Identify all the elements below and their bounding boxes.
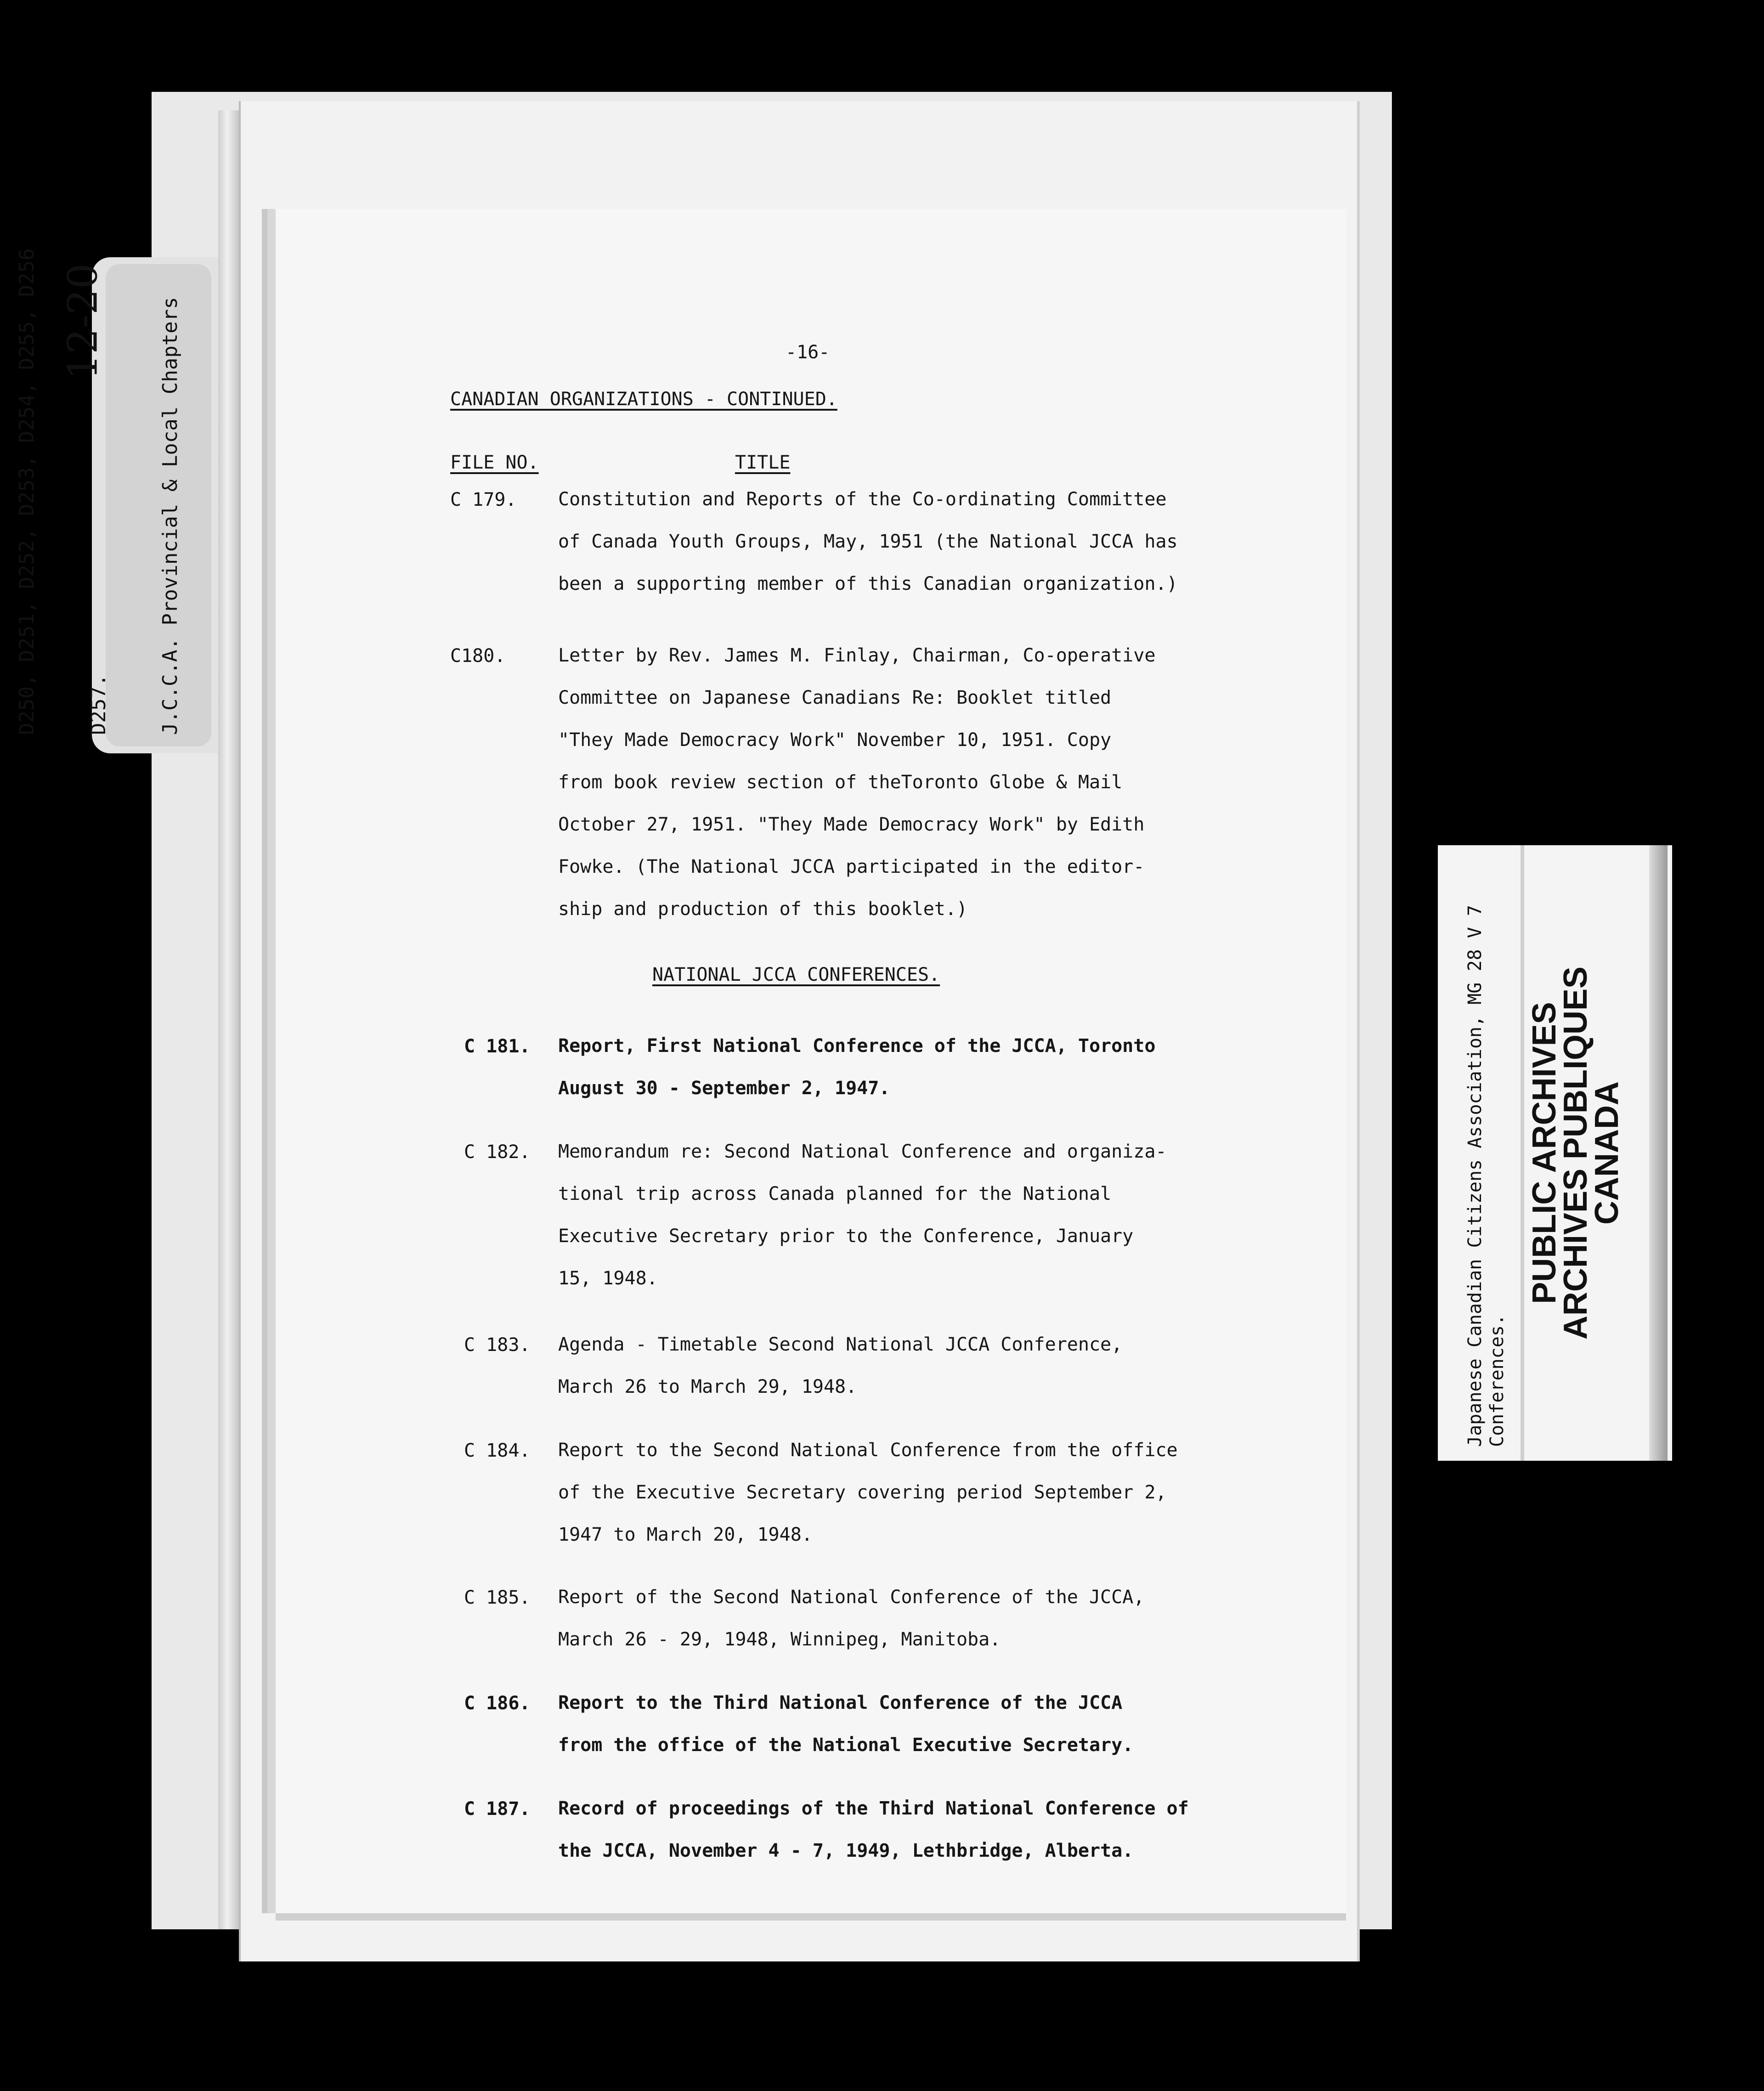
collection-note-line: Japanese Canadian Citizens Association, MG 28 V 7 xyxy=(1464,904,1486,1447)
entry-title xyxy=(558,1787,1189,1872)
entry-title-line: Executive Secretary prior to the Conference, January xyxy=(558,1226,1134,1247)
entry-title-line: Fowke. (The National JCCA participated in the editor- xyxy=(558,856,1145,877)
column-header-file-no: FILE NO. xyxy=(450,452,539,473)
entry-title-line: been a supporting member of this Canadian organization.) xyxy=(558,573,1178,594)
conferences-heading: NATIONAL JCCA CONFERENCES. xyxy=(652,964,940,985)
folder-tab-line: J.C.C.A. Provincial & Local Chapters xyxy=(158,297,182,735)
entry-title-line: Report to the Third National Conference of the JCCA xyxy=(558,1692,1123,1713)
entry-title-line: Committee on Japanese Canadians Re: Booklet titled xyxy=(558,687,1112,708)
entry-title-line: tional trip across Canada planned for the National xyxy=(558,1183,1112,1204)
entry-title-line: Agenda - Timetable Second National JCCA Conference, xyxy=(558,1334,1123,1355)
entry-title-line: ship and production of this booklet.) xyxy=(558,899,968,920)
entry-title-line: the JCCA, November 4 - 7, 1949, Lethbridge, Alberta. xyxy=(558,1840,1134,1861)
file-number: C 184. xyxy=(464,1440,531,1461)
column-header-title: TITLE xyxy=(735,452,791,473)
file-number: C 182. xyxy=(464,1142,531,1163)
entry-title-line: March 26 - 29, 1948, Winnipeg, Manitoba. xyxy=(558,1629,1001,1650)
entry-title-line: of Canada Youth Groups, May, 1951 (the National JCCA has xyxy=(558,531,1178,552)
folder-tab-line: D250, D251, D252, D253, D254, D255, D256 xyxy=(15,248,39,735)
entry-title-line: from book review section of theToronto Globe & Mail xyxy=(558,772,1123,793)
entry-title-line: 15, 1948. xyxy=(558,1268,658,1289)
entry-title-line: Report to the Second National Conference from the office xyxy=(558,1440,1178,1461)
entry-title xyxy=(558,634,1155,930)
entry-title-line: 1947 to March 20, 1948. xyxy=(558,1524,813,1545)
archive-label-divider xyxy=(1521,845,1524,1461)
entry-title xyxy=(558,1130,1167,1300)
entry-title-line: of the Executive Secretary covering period September 2, xyxy=(558,1482,1167,1503)
entry-title-line: October 27, 1951. "They Made Democracy Work" by Edith xyxy=(558,814,1145,835)
file-number: C 181. xyxy=(464,1036,531,1057)
collection-note-line: Conferences. xyxy=(1487,1314,1508,1447)
collection-note xyxy=(1464,850,1508,1447)
entry-title-line: Record of proceedings of the Third National Conference of xyxy=(558,1798,1189,1819)
stamp-line: ARCHIVES PUBLIQUES xyxy=(1557,966,1594,1340)
stamp-line: PUBLIC ARCHIVES xyxy=(1526,1002,1563,1304)
entry-title xyxy=(558,1025,1155,1109)
folder-spine xyxy=(218,110,241,1929)
entry-title xyxy=(558,1429,1178,1556)
file-number: C 183. xyxy=(464,1334,531,1356)
file-number: C180. xyxy=(450,645,506,667)
entry-title-line: Memorandum re: Second National Conference and organiza- xyxy=(558,1141,1167,1162)
file-number: C 187. xyxy=(464,1798,531,1820)
file-number: C 179. xyxy=(450,489,517,510)
entry-title xyxy=(558,1682,1133,1766)
handwritten-reference: 12-20 xyxy=(59,263,107,380)
folder-tab-line: D257. xyxy=(87,674,110,735)
archive-label-edge xyxy=(1649,845,1668,1461)
file-number: C 185. xyxy=(464,1587,531,1608)
entry-title-line: Report, First National Conference of the JCCA, Toronto xyxy=(558,1035,1156,1057)
entry-title xyxy=(558,1576,1144,1661)
entry-title-line: August 30 - September 2, 1947. xyxy=(558,1078,890,1099)
document-page xyxy=(276,209,1346,1913)
entry-title-line: Report of the Second National Conference of the JCCA, xyxy=(558,1587,1145,1608)
file-number: C 186. xyxy=(464,1693,531,1714)
entry-title-line: from the office of the National Executive Secretary. xyxy=(558,1735,1134,1756)
entry-title-line: March 26 to March 29, 1948. xyxy=(558,1376,857,1397)
entry-title xyxy=(558,1323,1122,1408)
entry-title-line: "They Made Democracy Work" November 10, 1951. Copy xyxy=(558,729,1112,751)
entry-title-line: Constitution and Reports of the Co-ordinating Committee xyxy=(558,489,1167,510)
stamp-line: CANADA xyxy=(1589,1081,1625,1225)
section-heading: CANADIAN ORGANIZATIONS - CONTINUED. xyxy=(450,389,837,410)
archives-stamp xyxy=(1526,866,1625,1440)
page-number: -16- xyxy=(786,342,830,363)
entry-title-line: Letter by Rev. James M. Finlay, Chairman, Co-operative xyxy=(558,645,1156,666)
entry-title xyxy=(558,478,1178,605)
